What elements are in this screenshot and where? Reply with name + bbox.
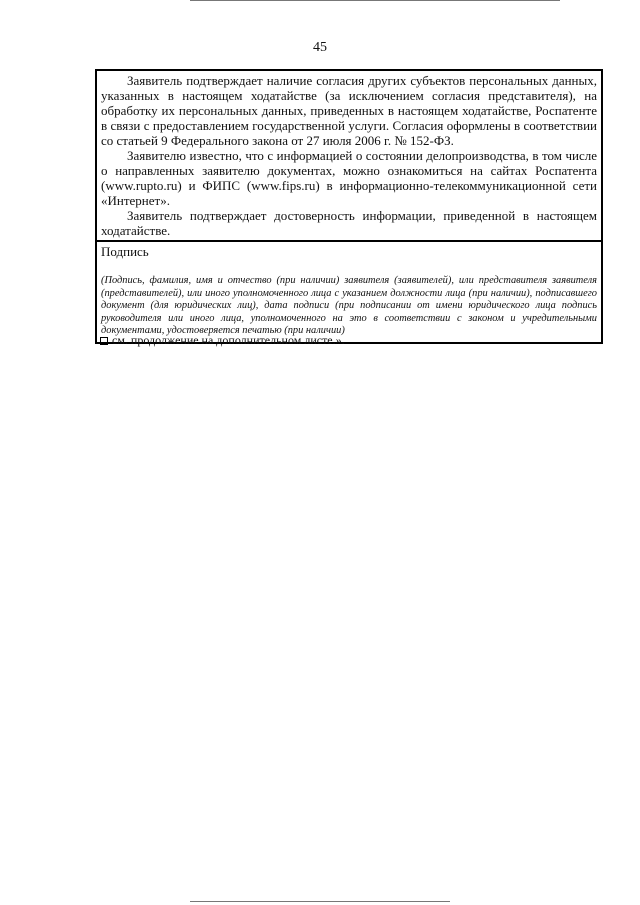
declaration-box (95, 69, 603, 344)
statement-consent: Заявитель подтверждает наличие согласия других субъектов персональных данных, указанных в настоящем ходатайстве (за исключением согласия представителя), на обработку их персональных данных, приведенных в настоящем ходатайстве, Роспатенте в связи с предоставлением государственной услуги. Согласия оформлены в соответствии со статьей 9 Федерального закона от 27 июля 2006 г. № 152-ФЗ. (101, 73, 597, 148)
scan-edge-line-bottom (190, 901, 450, 902)
continuation-line (100, 333, 345, 348)
scan-edge-line (190, 0, 560, 1)
statement-accuracy: Заявитель подтверждает достоверность информации, приведенной в настоящем ходатайстве. (101, 208, 597, 238)
continuation-label: см. продолжение на дополнительном листе.». (112, 333, 345, 347)
signature-label: Подпись (101, 244, 149, 259)
signature-note: (Подпись, фамилия, имя и отчество (при наличии) заявителя (заявителей), или представителя заявителя (представителей), или иного уполномоченного лица с указанием должности лица (при наличии), подписавшего документ (для юридических лиц), дата подписи (при подписании от имени юридического лица подпись руководителя или иного лица, уполномоченного на это в соответствии с законом и учредительными документами, удостоверяется печатью (при наличии) (101, 275, 597, 336)
continuation-checkbox[interactable] (100, 337, 108, 345)
statements-section (97, 71, 601, 240)
page-number: 45 (313, 40, 327, 55)
signature-field[interactable] (97, 240, 601, 342)
statement-info-sites: Заявителю известно, что с информацией о состоянии делопроизводства, в том числе о направленных заявителю документах, можно ознакомиться на сайтах Роспатента (www.rupto.ru) и ФИПС (www.fips.ru) в информационно-телекоммуникационной сети «Интернет». (101, 148, 597, 208)
